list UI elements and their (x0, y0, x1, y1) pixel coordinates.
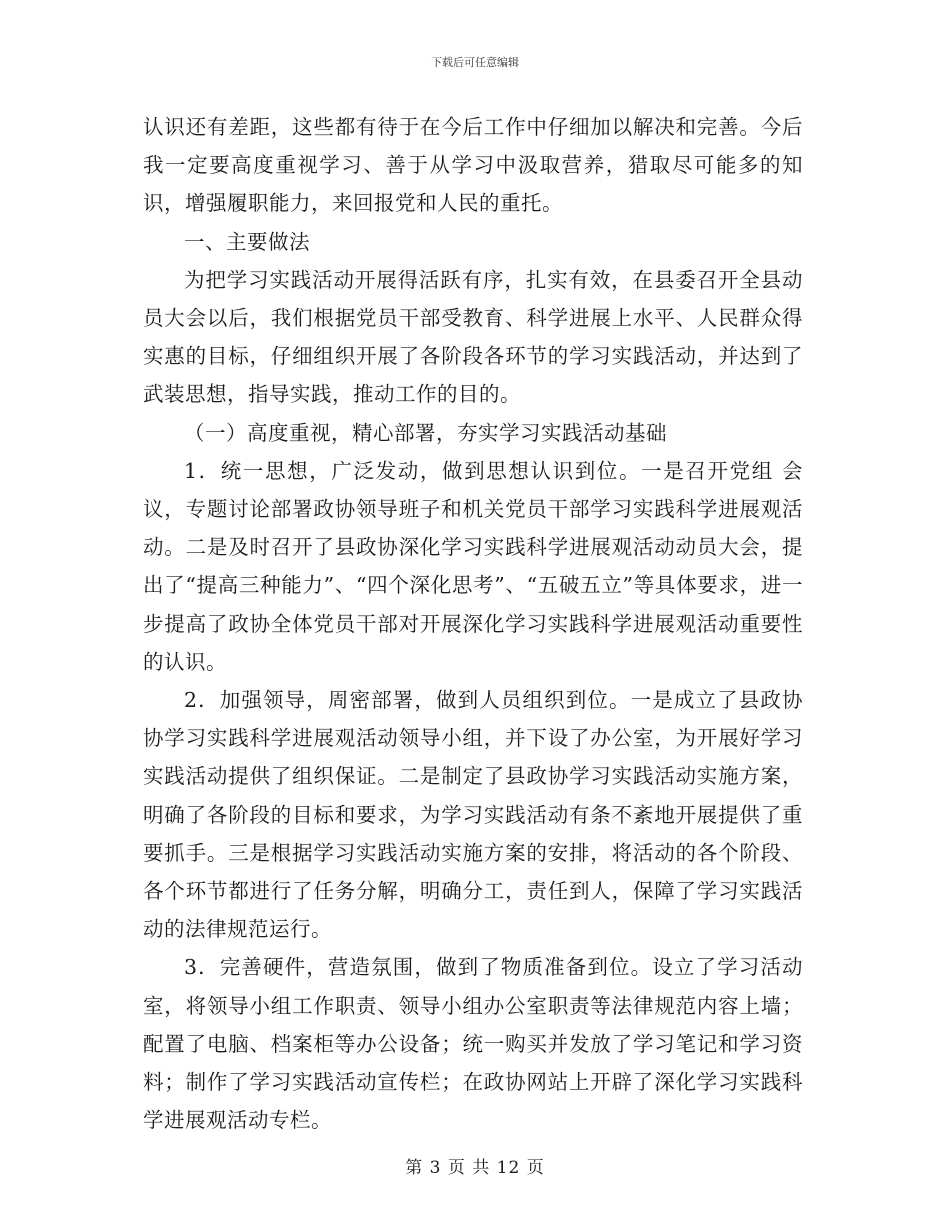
page-number-footer: 第 3 页 共 12 页 (405, 1158, 545, 1178)
paragraph-item-1: 1．统一思想，广泛发动，做到思想认识到位。一是召开党组 会议，专题讨论部署政协领导班子和机关党员干部学习实践科学进展观活动。二是及时召开了县政协深化学习实践科学进展观活动动员大会，提出了“提高三种能力”、“四个深化思考”、“五破五立”等具体要求，进一步提高了政协全体党员干部对开展深化学习实践科学进展观活动重要性的认识。 (143, 458, 803, 674)
document-body (143, 108, 803, 1139)
section-heading-main-practices: 一、主要做法 (184, 229, 310, 254)
paragraph-item-2: 2．加强领导，周密部署，做到人员组织到位。一是成立了县政协协学习实践科学进展观活动领导小组，并下设了办公室，为开展好学习实践活动提供了组织保证。二是制定了县政协学习实践活动实施方案，明确了各阶段的目标和要求，为学习实践活动有条不紊地开展提供了重要抓手。三是根据学习实践活动实施方案的安排，将活动的各个阶段、各个环节都进行了任务分解，明确分工，责任到人，保障了学习实践活动的法律规范运行。 (143, 688, 803, 942)
paragraph-continuation: 认识还有差距，这些都有待于在今后工作中仔细加以解决和完善。今后我一定要高度重视学习、善于从学习中汲取营养，猎取尽可能多的知识，增强履职能力，来回报党和人民的重托。 (143, 115, 803, 216)
paragraph-item-3: 3．完善硬件，营造氛围，做到了物质准备到位。设立了学习活动室，将领导小组工作职责、领导小组办公室职责等法律规范内容上墙；配置了电脑、档案柜等办公设备；统一购买并发放了学习笔记和学习资料；制作了学习实践活动宣传栏；在政协网站上开辟了深化学习实践科学进展观活动专栏。 (143, 955, 803, 1133)
page-header-note: 下载后可任意编辑 (431, 56, 519, 69)
paragraph-intro: 为把学习实践活动开展得活跃有序，扎实有效，在县委召开全县动员大会以后，我们根据党员干部受教育、科学进展上水平、人民群众得实惠的目标，仔细组织开展了各阶段各环节的学习实践活动，并达到了武装思想，指导实践，推动工作的目的。 (143, 267, 803, 407)
subsection-heading-1: （一）高度重视，精心部署，夯实学习实践活动基础 (184, 420, 667, 445)
